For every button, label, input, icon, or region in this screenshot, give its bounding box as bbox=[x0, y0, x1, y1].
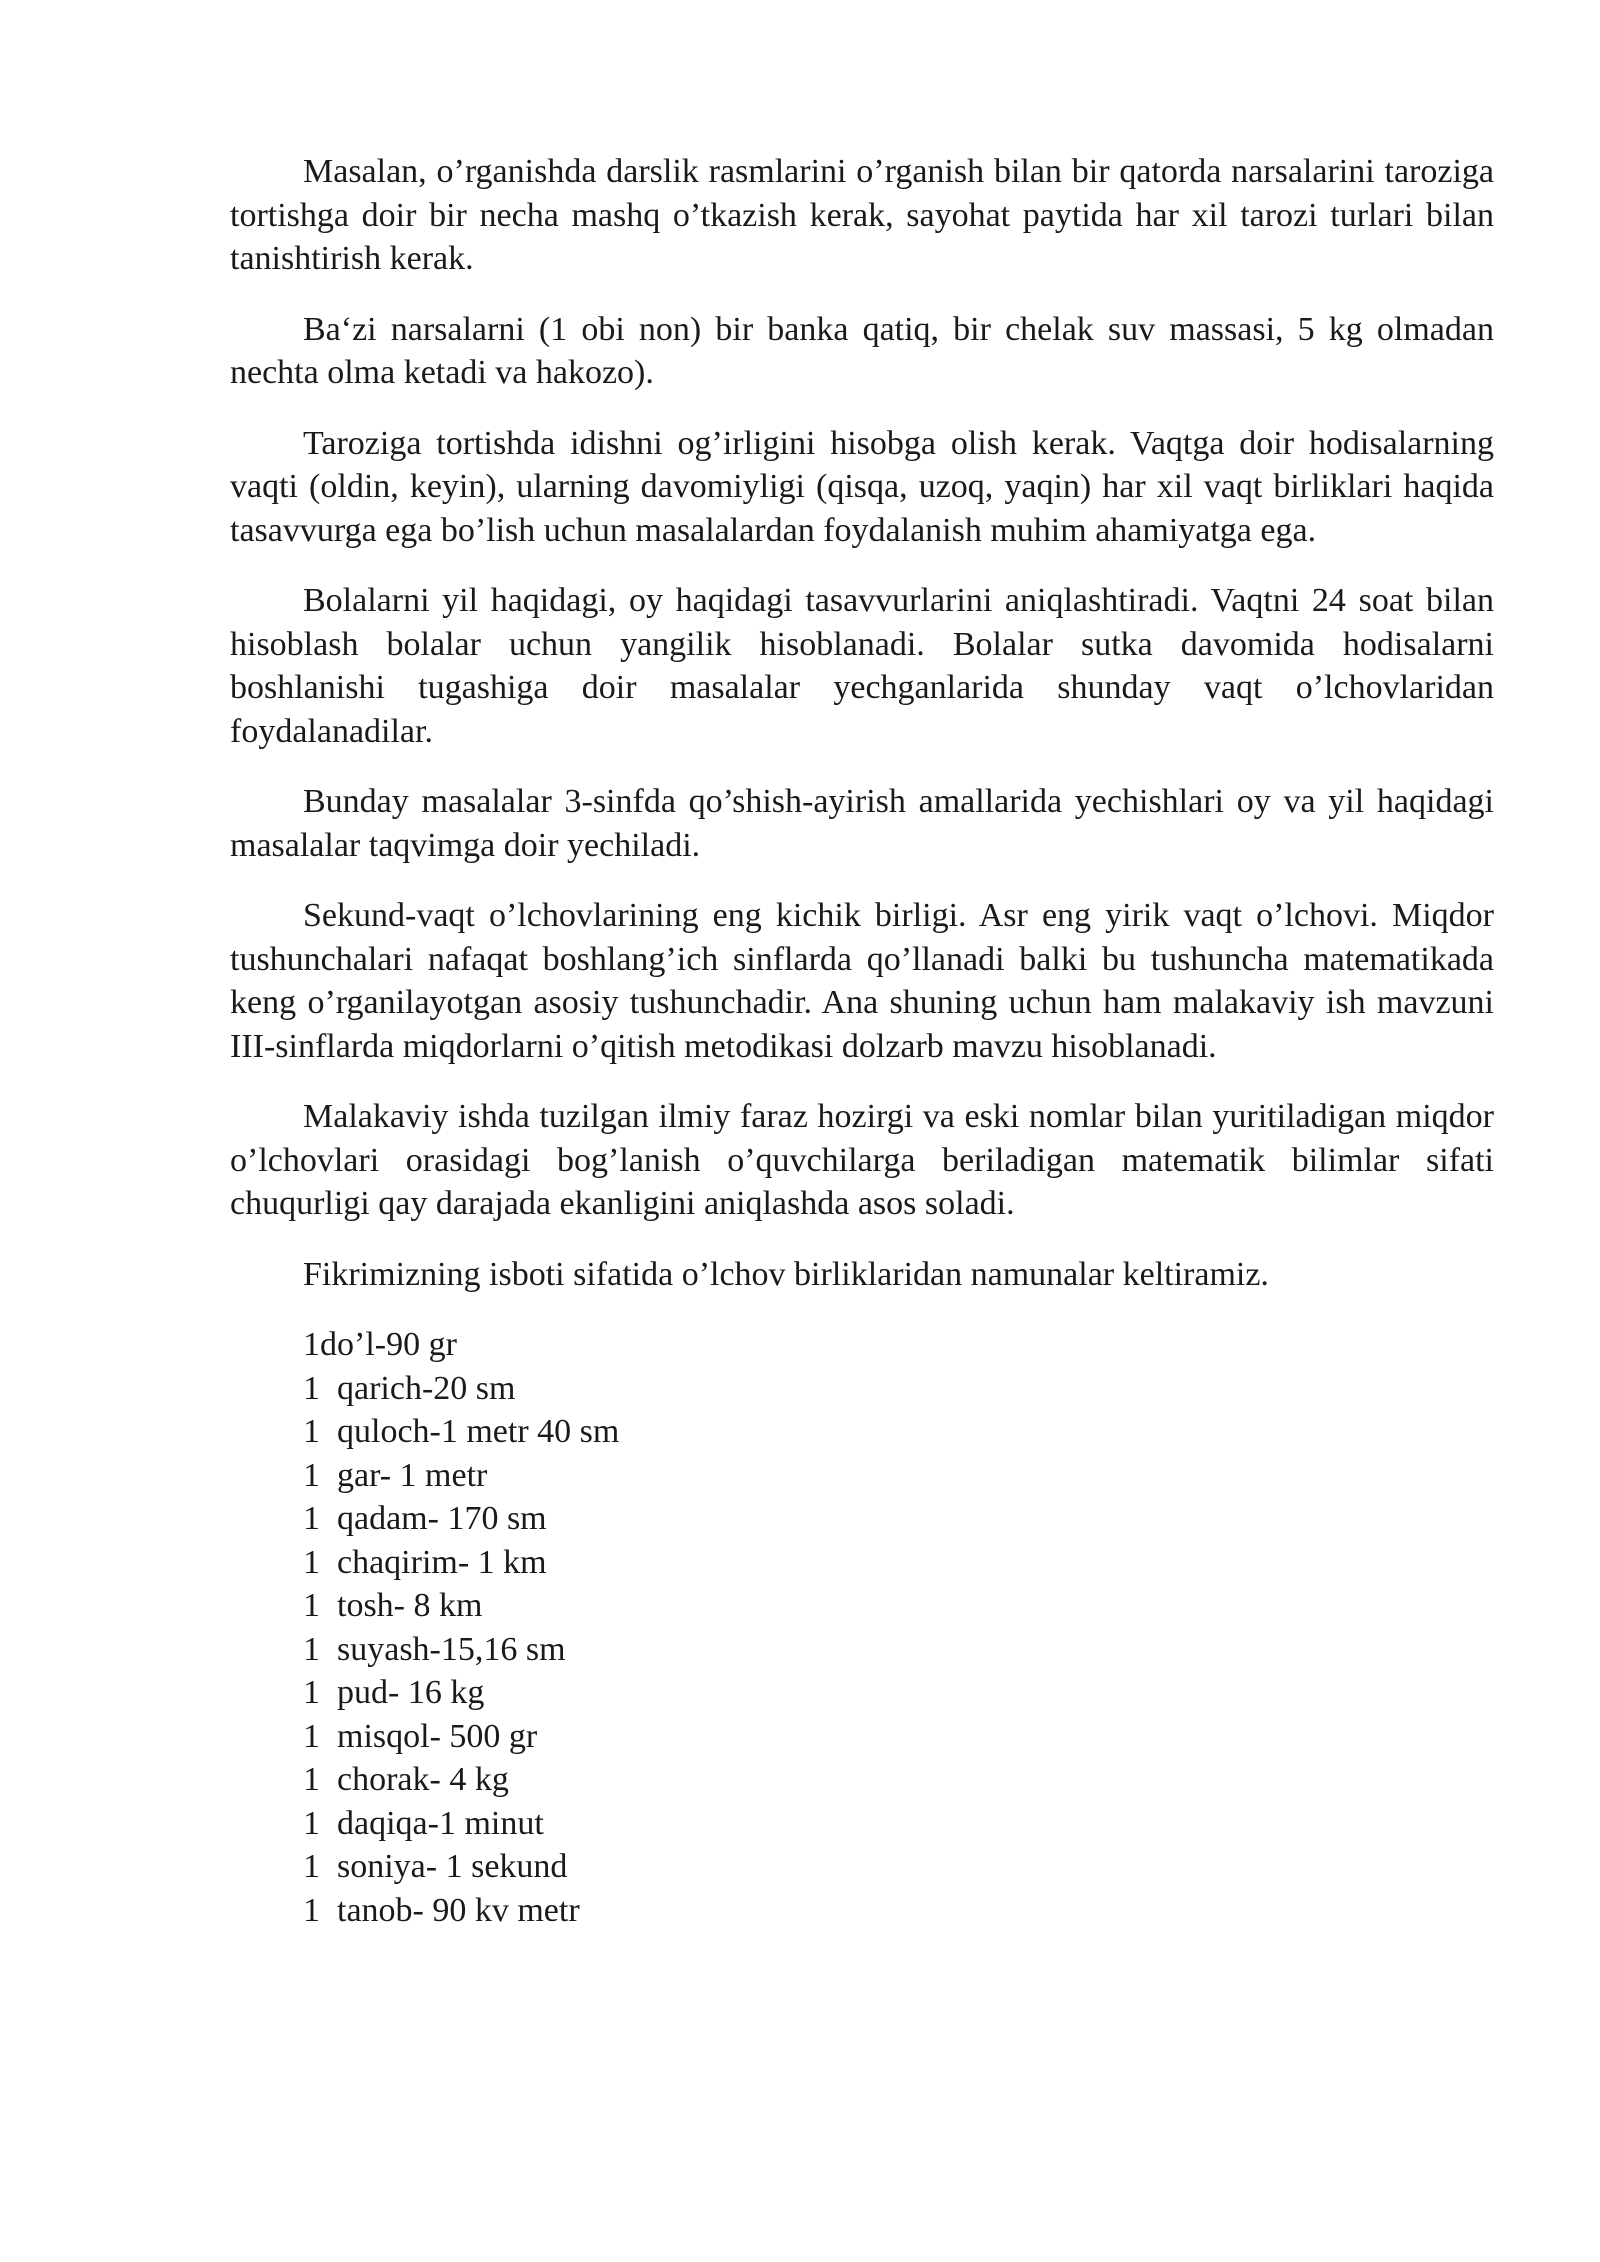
paragraph-hypothesis: Malakaviy ishda tuzilgan ilmiy faraz hozirgi va eski nomlar bilan yuritiladigan miqdor o’lchovlari orasidagi bog’lanish o’quvchilarga beriladigan matematik bilimlar sifati chuqurligi qay darajada ekanligini aniqlashda asos soladi. bbox=[230, 1098, 1494, 1222]
list-item: 1 gar- 1 metr bbox=[303, 1456, 488, 1494]
list-item: 1 soniya- 1 sekund bbox=[303, 1848, 568, 1885]
paragraph-second-century: Sekund-vaqt o’lchovlarining eng kichik birligi. Asr eng yirik vaqt o’lchovi. Miqdor tushunchalari nafaqat boshlang’ich sinflarda qo’llanadi balki bu tushuncha matematikada keng o’rganilayotgan asosiy tushunchadir. Ana shuning uchun ham malakaviy ish mavzuni III-sinflarda miqdorlarni o’qitish metodikasi dolzarb mavzu hisoblanadi. bbox=[230, 897, 1494, 1065]
list-item: 1 tanob- 90 kv metr bbox=[303, 1891, 580, 1929]
document-page bbox=[230, 150, 1494, 1932]
list-item: 1 daqiqa-1 minut bbox=[303, 1804, 544, 1842]
list-item: 1 tosh- 8 km bbox=[303, 1587, 483, 1624]
paragraph-object-examples: Ba‘zi narsalarni (1 obi non) bir banka qatiq, bir chelak suv massasi, 5 kg olmadan nechta olma ketadi va hakozo). bbox=[230, 310, 1494, 391]
paragraph-grade-three: Bunday masalalar 3-sinfda qo’shish-ayirish amallarida yechishlari oy va yil haqidagi masalalar taqvimga doir yechiladi. bbox=[230, 783, 1494, 864]
list-item: 1 pud- 16 kg bbox=[303, 1674, 485, 1711]
list-item: 1 suyash-15,16 sm bbox=[303, 1630, 566, 1668]
paragraph-examples-intro: Fikrimizning isboti sifatida o’lchov birliklaridan namunalar keltiramiz. bbox=[303, 1255, 1269, 1293]
paragraph-weighing-practice: Masalan, o’rganishda darslik rasmlarini o’rganish bilan bir qatorda narsalarini taroziga tortishga doir bir necha mashq o’tkazish kerak, sayohat paytida har xil tarozi turlari bilan tanishtirish kerak. bbox=[230, 153, 1494, 277]
list-item: 1do’l-90 gr bbox=[303, 1326, 457, 1363]
paragraph-year-month: Bolalarni yil haqidagi, oy haqidagi tasavvurlarini aniqlashtiradi. Vaqtni 24 soat bilan hisoblash bolalar uchun yangilik hisoblanadi. Bolalar sutka davomida hodisalarni boshlanishi tugashiga doir masalalar yechganlarida shunday vaqt o’lchovlaridan foydalanadilar. bbox=[230, 582, 1494, 750]
list-item: 1 quloch-1 metr 40 sm bbox=[303, 1413, 620, 1450]
list-item: 1 chaqirim- 1 km bbox=[303, 1543, 547, 1581]
measurement-units-list bbox=[230, 1323, 1494, 1932]
list-item: 1 qarich-20 sm bbox=[303, 1369, 516, 1407]
list-item: 1 misqol- 500 gr bbox=[303, 1717, 538, 1755]
list-item: 1 qadam- 170 sm bbox=[303, 1500, 547, 1537]
paragraph-time-units: Taroziga tortishda idishni og’irligini hisobga olish kerak. Vaqtga doir hodisalarning vaqti (oldin, keyin), ularning davomiyligi (qisqa, uzoq, yaqin) har xil vaqt birliklari haqida tasavvurga ega bo’lish uchun masalalardan foydalanish muhim ahamiyatga ega. bbox=[230, 424, 1494, 549]
list-item: 1 chorak- 4 kg bbox=[303, 1761, 509, 1798]
